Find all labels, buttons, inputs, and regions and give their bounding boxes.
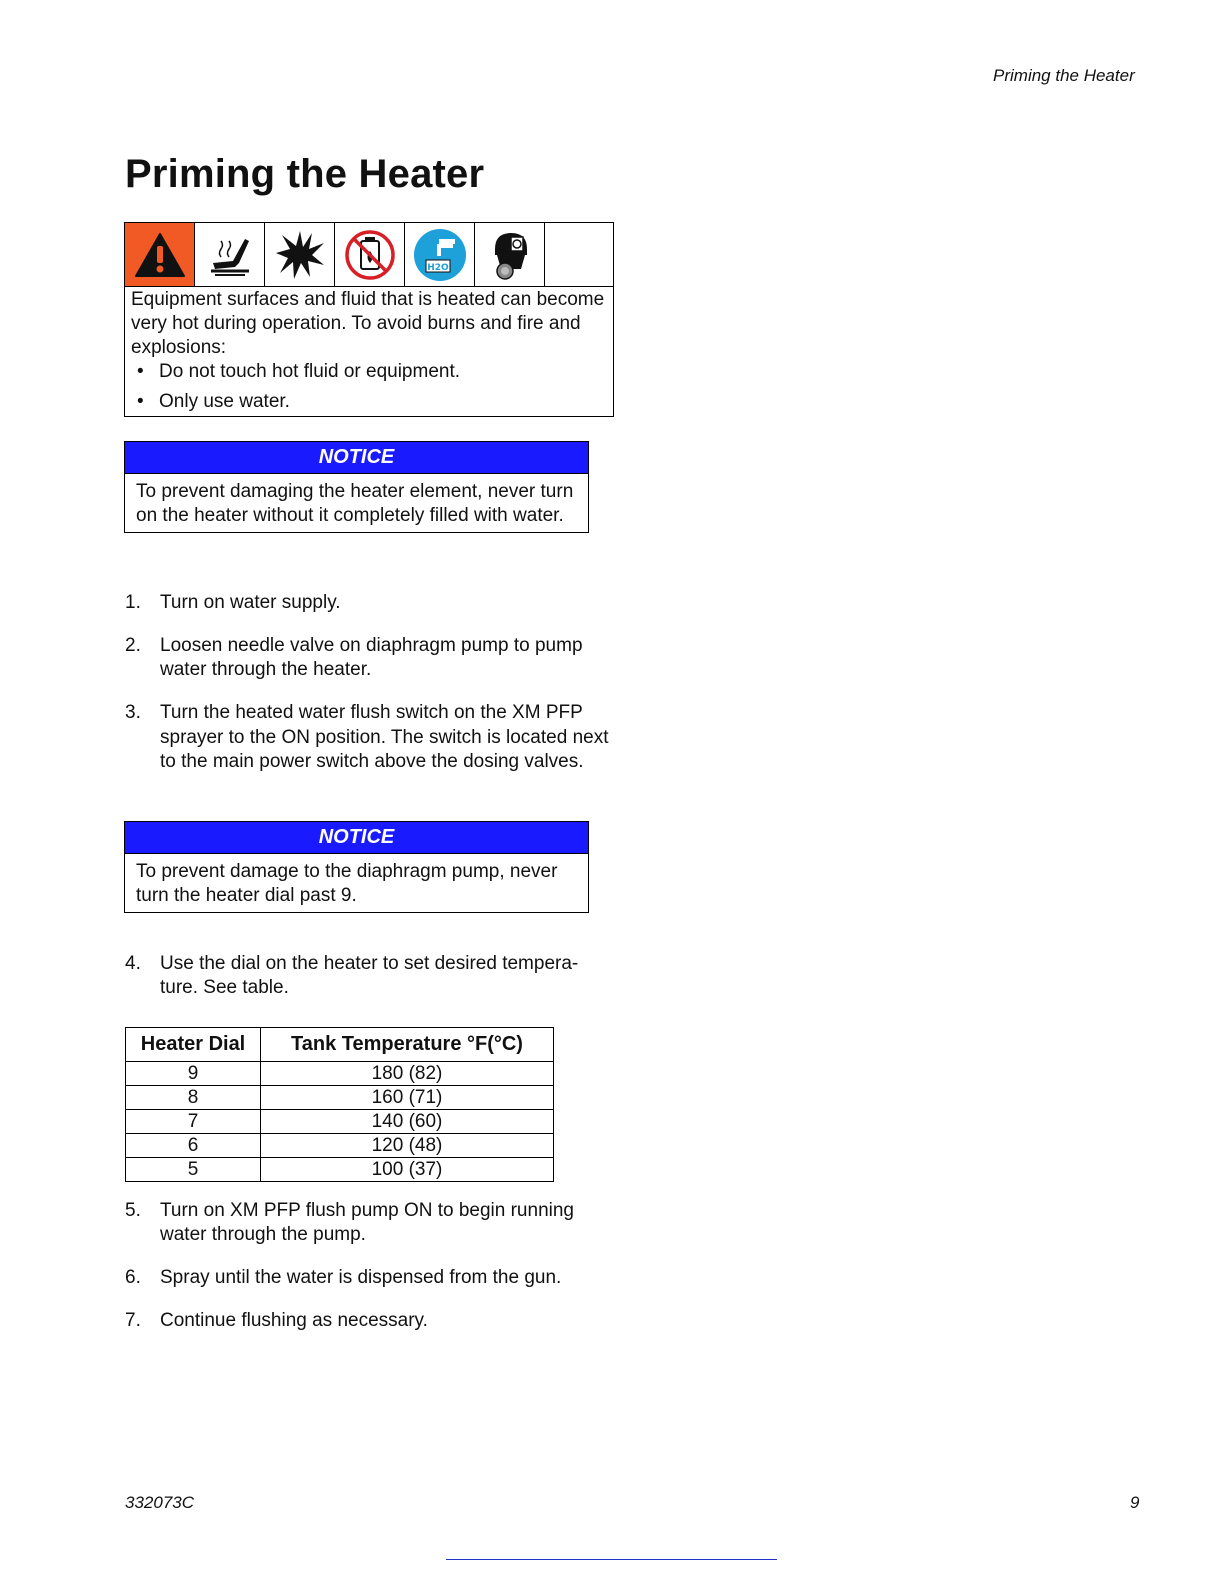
table-header-row <box>126 1028 554 1062</box>
table-row <box>126 1062 554 1086</box>
notice-heading: NOTICE <box>125 822 588 854</box>
no-flammable-fluid-icon <box>335 223 405 286</box>
step-number: 2. <box>125 635 141 656</box>
step-number: 6. <box>125 1267 141 1288</box>
table-row <box>126 1134 554 1158</box>
step-item <box>125 701 615 775</box>
table-cell: 140 (60) <box>261 1110 554 1134</box>
step-text: Turn on XM PFP flush pump ON to begin running water through the pump. <box>160 1200 574 1245</box>
warning-bullet: • Do not touch hot fluid or equipment. <box>131 360 611 384</box>
table-cell: 8 <box>126 1086 261 1110</box>
step-text: Turn on water supply. <box>160 592 341 613</box>
temperature-table <box>125 1027 554 1182</box>
water-faucet-h2o-icon <box>405 223 475 286</box>
table-cell: 5 <box>126 1158 261 1182</box>
page-number: 9 <box>1130 1493 1140 1512</box>
step-item <box>125 1309 615 1333</box>
table-cell: 7 <box>126 1110 261 1134</box>
steps-list <box>125 591 615 775</box>
notice-box <box>124 441 589 533</box>
column-header-heater-dial: Heater Dial <box>126 1028 261 1062</box>
step-text: Loosen needle valve on diaphragm pump to pump water through the heater. <box>160 635 583 680</box>
bottom-rule <box>446 1559 777 1560</box>
column-header-tank-temperature: Tank Temperature °F(°C) <box>261 1028 554 1062</box>
step-item <box>125 1266 615 1290</box>
face-shield-respirator-icon <box>475 223 545 286</box>
step-text: Use the dial on the heater to set desired tempera-ture. See table. <box>160 953 579 998</box>
table-cell: 6 <box>126 1134 261 1158</box>
running-header: Priming the Heater <box>993 66 1135 85</box>
warning-triangle-icon <box>125 223 195 286</box>
page-title: Priming the Heater <box>125 152 485 196</box>
step-text: Continue flushing as necessary. <box>160 1310 428 1331</box>
document-number: 332073C <box>125 1493 195 1512</box>
table-cell: 180 (82) <box>261 1062 554 1086</box>
step-number: 7. <box>125 1310 141 1331</box>
notice-heading: NOTICE <box>125 442 588 474</box>
notice-text: To prevent damaging the heater element, never turn on the heater without it completely filled with water. <box>136 481 574 526</box>
table-cell: 120 (48) <box>261 1134 554 1158</box>
steps-list <box>125 1199 615 1333</box>
step-number: 4. <box>125 953 141 974</box>
notice-text: To prevent damage to the diaphragm pump, never turn the heater dial past 9. <box>136 861 558 906</box>
table-cell: 100 (37) <box>261 1158 554 1182</box>
warning-icon-row <box>125 223 613 287</box>
step-item <box>125 952 615 1000</box>
step-number: 3. <box>125 702 141 723</box>
step-text: Turn the heated water flush switch on the XM PFP sprayer to the ON position. The switch is located next to the main power switch above the dosing valves. <box>160 702 609 772</box>
step-number: 5. <box>125 1200 141 1221</box>
warning-bullets <box>131 360 611 414</box>
steps-list <box>125 952 615 1000</box>
svg-text:H2O: H2O <box>426 262 449 273</box>
warning-intro: Equipment surfaces and fluid that is heated can become very hot during operation. To avoid burns and fire and explosions: <box>131 289 605 358</box>
warning-text <box>131 288 611 414</box>
table-cell: 9 <box>126 1062 261 1086</box>
warning-box <box>124 222 614 417</box>
explosion-icon <box>265 223 335 286</box>
notice-box <box>124 821 589 913</box>
empty-icon-cell <box>545 223 613 286</box>
table-row <box>126 1158 554 1182</box>
step-item <box>125 591 615 615</box>
step-item <box>125 1199 615 1247</box>
table-cell: 160 (71) <box>261 1086 554 1110</box>
step-item <box>125 634 615 682</box>
warning-bullet: • Only use water. <box>131 390 611 414</box>
step-text: Spray until the water is dispensed from the gun. <box>160 1267 562 1288</box>
hot-surface-burn-icon <box>195 223 265 286</box>
table-row <box>126 1110 554 1134</box>
table-row <box>126 1086 554 1110</box>
step-number: 1. <box>125 592 141 613</box>
